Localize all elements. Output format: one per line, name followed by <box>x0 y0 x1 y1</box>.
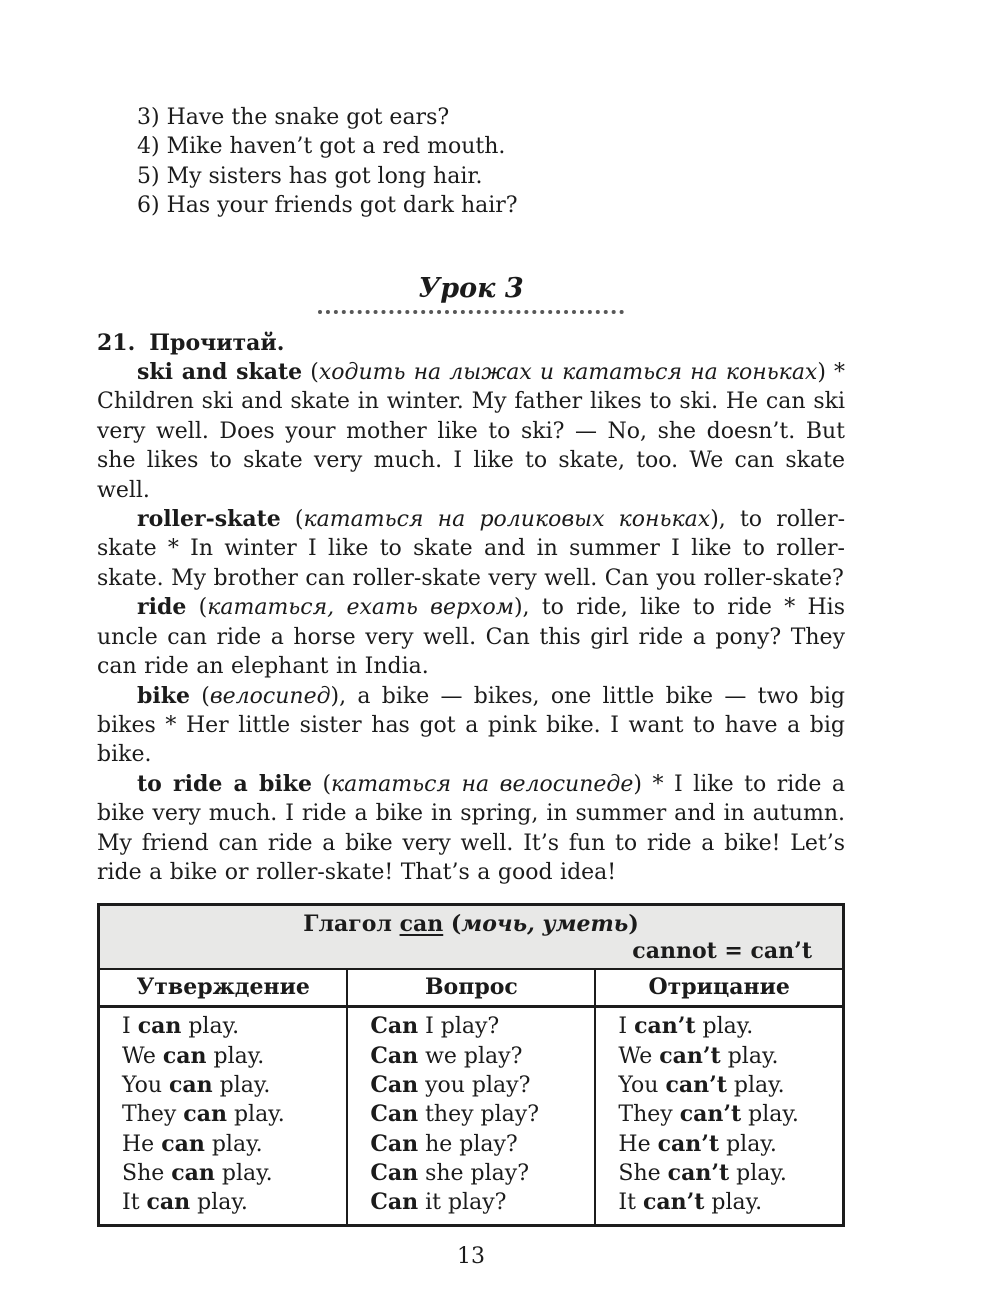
text-run: Can <box>370 1101 419 1128</box>
page-content <box>97 0 845 1272</box>
text-run: ride <box>137 594 187 621</box>
list-item: 3) Have the snake got ears? <box>137 105 450 130</box>
text-run: ( <box>189 683 210 709</box>
text-run: can’t <box>667 1159 730 1186</box>
task-number: 21. <box>97 329 136 356</box>
text-run: ski and skate <box>137 359 303 386</box>
table-line: Can she play? <box>370 1159 530 1186</box>
text-run: кататься, ехать верхом <box>207 595 514 621</box>
table-line: It can’t play. <box>618 1189 763 1216</box>
paragraph-roller-skate <box>97 505 845 593</box>
exercise-sentence-list <box>97 103 845 221</box>
text-run: ), to roller-skate * In winter I like to skate and in summer I like to roller-skate. My brother can roller-skate very well. Can you roller-skate? <box>97 507 846 591</box>
text-run: can <box>146 1189 191 1216</box>
table-header-row <box>99 969 844 1007</box>
task-heading <box>97 329 845 358</box>
list-item: 4) Mike haven’t got a red mouth. <box>137 134 506 160</box>
text-run: ( <box>311 771 332 797</box>
column-header-affirmative: Утверждение <box>99 969 348 1007</box>
table-line: They can play. <box>122 1101 285 1128</box>
table-line: He can’t play. <box>618 1130 777 1157</box>
text-run: ( <box>443 911 462 938</box>
text-run: ходить на лыжах и кататься на коньках <box>318 360 818 386</box>
question-cell <box>347 1007 595 1226</box>
text-run: кататься на роликовых коньках <box>303 507 711 533</box>
text-run: can’t <box>642 1189 705 1216</box>
text-run: to ride a bike <box>137 770 312 797</box>
table-title-row <box>99 905 844 970</box>
table-line: They can’t play. <box>618 1101 799 1128</box>
text-run: велосипед <box>209 683 331 709</box>
text-run: can’t <box>634 1013 696 1040</box>
table-subtitle: cannot = can’t <box>632 938 812 965</box>
table-title <box>100 906 842 938</box>
table-line: She can’t play. <box>618 1159 787 1186</box>
text-run: ) * I like to ride a bike very much. I ride a bike in spring, in summer and in autumn. My friend can ride a bike very well. It’s fun to ride a bike! Let’s ride a bike or roller-skate! That’s a good idea! <box>97 771 845 885</box>
table-title-cell <box>99 905 844 970</box>
table-line: She can play. <box>122 1159 273 1186</box>
table-line: You can’t play. <box>618 1071 785 1098</box>
table-line: Can we play? <box>370 1042 523 1069</box>
table-line: You can play. <box>122 1071 271 1098</box>
text-run: can <box>171 1159 215 1186</box>
column-header-negative: Отрицание <box>595 969 843 1007</box>
text-run: ), a bike — bikes, one little bike — two big bikes * Her little sister has got a pink bike. I want to have a big bike. <box>97 683 845 768</box>
paragraph-bike <box>97 682 845 770</box>
text-run: can’t <box>665 1071 727 1098</box>
text-run: ( <box>302 360 319 386</box>
column-header-question: Вопрос <box>347 969 595 1007</box>
text-run: can <box>137 1013 182 1040</box>
table-line: I can’t play. <box>618 1013 754 1040</box>
text-run: can <box>161 1130 205 1157</box>
text-run: ) * Children ski and skate in winter. My father likes to ski. He can ski very well. Does your mother like to ski? — No, she doesn’t. But she likes to skate very much. I like to skate, too. We can skate well. <box>97 360 846 503</box>
text-run: Can <box>370 1071 419 1098</box>
text-run: can <box>162 1042 207 1069</box>
table-line: We can play. <box>122 1042 265 1069</box>
text-run: Can <box>370 1130 419 1157</box>
text-run: ) <box>628 911 639 938</box>
table-line: Can it play? <box>370 1189 507 1216</box>
table-line: Can they play? <box>370 1101 539 1128</box>
paragraph-to-ride-a-bike <box>97 770 845 888</box>
text-run: can <box>183 1101 227 1128</box>
lesson-heading: Урок 3 <box>418 272 524 304</box>
list-item: 6) Has your friends got dark hair? <box>137 193 518 219</box>
paragraph-ride <box>97 593 845 681</box>
text-run: can’t <box>659 1042 721 1069</box>
paragraph-ski-and-skate <box>97 358 845 505</box>
table-line: Can I play? <box>370 1013 500 1040</box>
text-run: roller-skate <box>137 506 281 533</box>
table-line: Can you play? <box>370 1071 531 1098</box>
table-line: We can’t play. <box>618 1042 779 1069</box>
table-body-row <box>99 1007 844 1226</box>
list-item: 5) My sisters has got long hair. <box>137 163 483 189</box>
text-run: can’t <box>657 1130 720 1157</box>
text-run: Can <box>370 1013 419 1040</box>
text-run: ), to ride, like to ride * His uncle can ride a horse very well. Can this girl ride a pony? They can ride an elephant in India. <box>97 595 846 680</box>
text-run: can <box>169 1071 213 1098</box>
text-run: кататься на велосипеде <box>331 771 634 797</box>
negative-cell <box>595 1007 843 1226</box>
text-run: bike <box>137 682 190 709</box>
table-line: I can play. <box>122 1013 240 1040</box>
text-run: can’t <box>679 1101 742 1128</box>
task-title: Прочитай. <box>149 329 285 356</box>
text-run: ( <box>280 507 304 533</box>
text-run: мочь, уметь <box>461 911 629 938</box>
text-run: Can <box>370 1159 419 1186</box>
table-line: It can play. <box>122 1189 248 1216</box>
affirmative-cell <box>99 1007 348 1226</box>
text-run: Can <box>370 1042 419 1069</box>
page-number: 13 <box>457 1244 485 1270</box>
can-grammar-table <box>97 903 845 1227</box>
text-run: can <box>399 911 444 938</box>
dotted-divider <box>318 310 624 314</box>
text-run: Глагол <box>303 911 400 938</box>
text-run: ( <box>186 595 208 621</box>
table-line: Can he play? <box>370 1130 518 1157</box>
table-line: He can play. <box>122 1130 263 1157</box>
text-run: Can <box>370 1189 419 1216</box>
